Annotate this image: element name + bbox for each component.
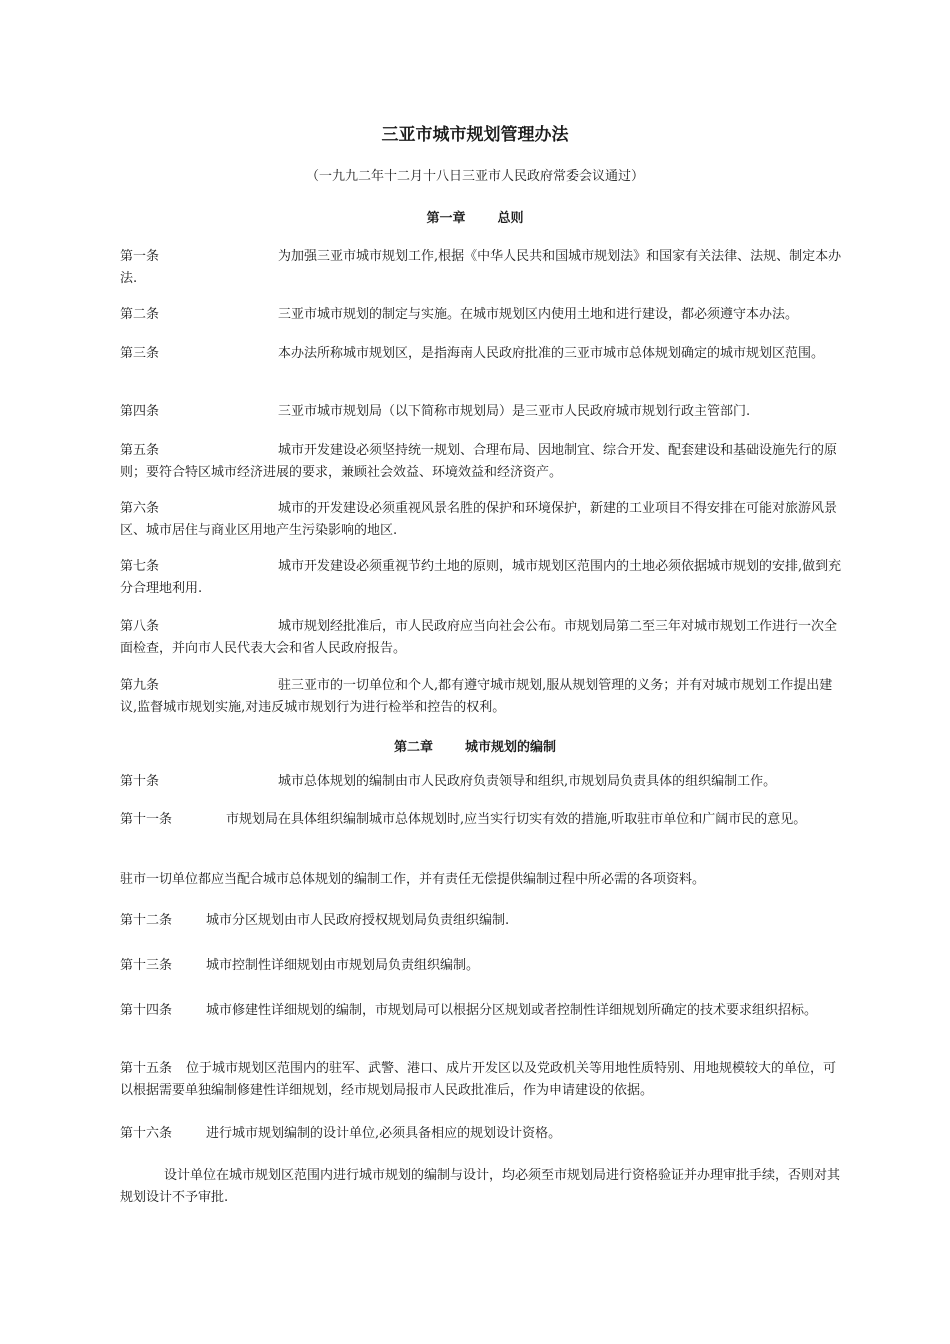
article-number: 第十三条 <box>120 958 173 973</box>
chapter-name: 总则 <box>497 211 524 226</box>
article-number: 第十六条 <box>120 1126 173 1141</box>
article-11 <box>120 809 846 831</box>
article-14 <box>120 1000 846 1022</box>
article-4 <box>120 401 846 423</box>
article-8 <box>120 616 846 660</box>
document-title: 三亚市城市规划管理办法 <box>381 125 569 145</box>
article-text: 城市规划经批准后，市人民政府应当向社会公布。市规划局第二至三年对城市规划工作进行一次全面检查，并向市人民代表大会和省人民政府报告。 <box>120 619 838 656</box>
article-number: 第四条 <box>120 404 160 419</box>
article-text: 城市控制性详细规划由市规划局负责组织编制。 <box>206 958 480 973</box>
article-text: 位于城市规划区范围内的驻军、武警、港口、成片开发区以及党政机关等用地性质特别、用地规模较大的单位，可以根据需要单独编制修建性详细规划，经市规划局报市人民政批准后，作为申请建设的依据。 <box>120 1061 837 1098</box>
article-number: 第九条 <box>120 678 160 693</box>
article-text: 城市开发建设必须重视节约土地的原则，城市规划区范围内的土地必须依据城市规划的安排,做到充分合理地利用. <box>120 559 842 596</box>
article-1 <box>120 246 846 290</box>
article-number: 第三条 <box>120 346 160 361</box>
article-number: 第十条 <box>120 774 160 789</box>
article-6 <box>120 498 846 542</box>
article-text: 本办法所称城市规划区，是指海南人民政府批准的三亚市城市总体规划确定的城市规划区范围。 <box>278 346 825 361</box>
article-text: 城市修建性详细规划的编制，市规划局可以根据分区规划或者控制性详细规划所确定的技术要求组织招标。 <box>206 1003 818 1018</box>
article-text: 三亚市城市规划局（以下简称市规划局）是三亚市人民政府城市规划行政主管部门. <box>278 404 751 419</box>
article-number: 第五条 <box>120 443 160 458</box>
article-text: 城市的开发建设必须重视风景名胜的保护和环境保护，新建的工业项目不得安排在可能对旅游风景区、城市居住与商业区用地产生污染影响的地区. <box>120 501 838 538</box>
article-text: 设计单位在城市规划区范围内进行城市规划的编制与设计，均必须至市规划局进行资格验证并办理审批手续，否则对其规划设计不予审批. <box>120 1168 841 1205</box>
article-number: 第六条 <box>120 501 160 516</box>
article-12 <box>120 910 846 932</box>
article-number: 第七条 <box>120 559 160 574</box>
article-10 <box>120 771 846 793</box>
article-text: 三亚市城市规划的制定与实施。在城市规划区内使用土地和进行建设，都必须遵守本办法。 <box>278 307 799 322</box>
chapter-number: 第一章 <box>426 211 466 226</box>
article-13 <box>120 955 846 977</box>
article-5 <box>120 440 846 484</box>
chapter-name: 城市规划的编制 <box>465 740 557 755</box>
article-text: 进行城市规划编制的设计单位,必须具备相应的规划设计资格。 <box>206 1126 562 1141</box>
article-3 <box>120 343 846 365</box>
article-number: 第八条 <box>120 619 160 634</box>
article-text: 城市开发建设必须坚持统一规划、合理布局、因地制宜、综合开发、配套建设和基础设施先行的原则；要符合特区城市经济进展的要求，兼顾社会效益、环境效益和经济资产。 <box>120 443 838 480</box>
article-2 <box>120 304 846 326</box>
article-number: 第十四条 <box>120 1003 173 1018</box>
article-7 <box>120 556 846 600</box>
article-16 <box>120 1123 846 1145</box>
article-16-paragraph-2 <box>120 1165 846 1209</box>
article-text: 市规划局在具体组织编制城市总体规划时,应当实行切实有效的措施,听取驻市单位和广阔市民的意见。 <box>226 812 807 827</box>
article-number: 第十一条 <box>120 812 173 827</box>
article-number: 第十二条 <box>120 913 173 928</box>
article-11-paragraph-2 <box>120 869 846 891</box>
article-text: 驻三亚市的一切单位和个人,都有遵守城市规划,服从规划管理的义务；并有对城市规划工作提出建议,监督城市规划实施,对违反城市规划行为进行检举和控告的权利。 <box>120 678 833 715</box>
article-number: 第一条 <box>120 249 160 264</box>
document-subtitle: （一九九二年十二月十八日三亚市人民政府常委会议通过） <box>305 169 644 184</box>
chapter-1-heading <box>0 207 950 226</box>
article-9 <box>120 675 846 719</box>
article-number: 第二条 <box>120 307 160 322</box>
chapter-2-heading <box>0 736 950 755</box>
article-text: 驻市一切单位都应当配合城市总体规划的编制工作，并有责任无偿提供编制过程中所必需的各项资料。 <box>120 872 706 887</box>
article-text: 城市分区规划由市人民政府授权规划局负责组织编制. <box>206 913 510 928</box>
article-15 <box>120 1058 846 1102</box>
article-number: 第十五条 <box>120 1061 173 1076</box>
article-text: 为加强三亚市城市规划工作,根据《中华人民共和国城市规划法》和国家有关法律、法规、制定本办法. <box>120 249 842 286</box>
chapter-number: 第二章 <box>393 740 433 755</box>
article-text: 城市总体规划的编制由市人民政府负责领导和组织,市规划局负责具体的组织编制工作。 <box>278 774 777 789</box>
